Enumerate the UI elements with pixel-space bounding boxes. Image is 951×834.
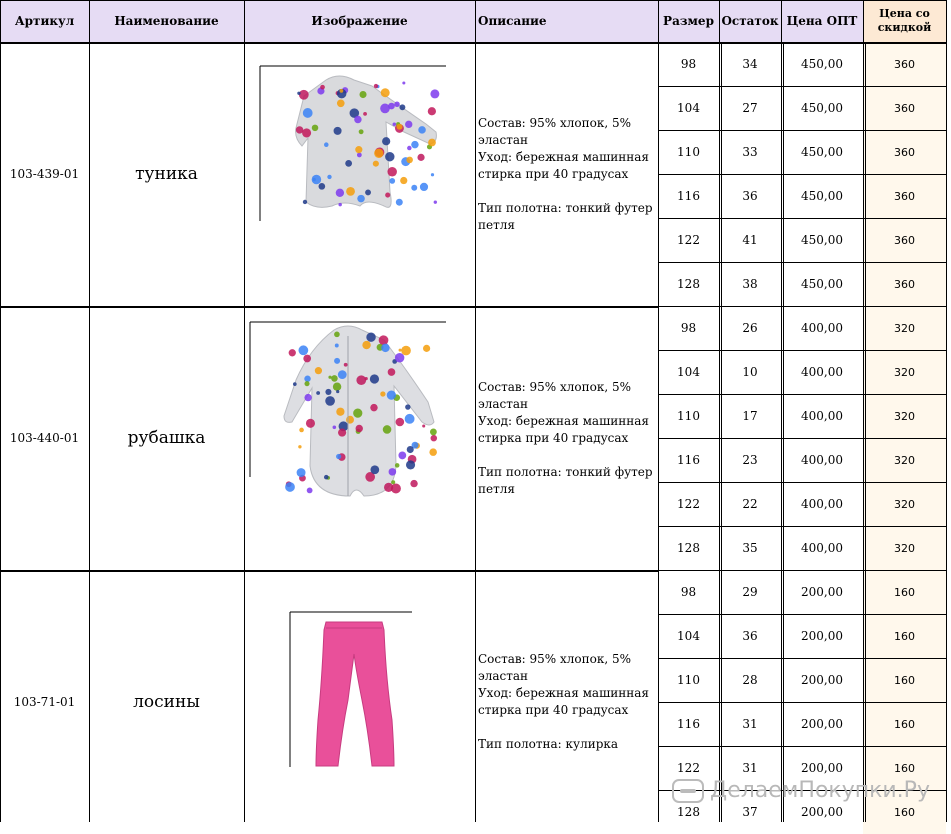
floral-tunic-image <box>244 42 475 306</box>
price-cell: 200,00 <box>801 717 843 731</box>
discount-price-cell: 160 <box>863 570 946 614</box>
grid-line <box>721 42 722 822</box>
grid-line <box>89 0 90 822</box>
product-name: рубашка <box>127 428 206 448</box>
discount-price-cell: 160 <box>863 658 946 702</box>
grid-line <box>781 0 782 822</box>
product-description <box>475 42 658 306</box>
stock-cell: 41 <box>742 233 758 247</box>
grid-line <box>658 658 946 659</box>
discount-price-cell: 320 <box>863 482 946 526</box>
product-description <box>475 306 658 570</box>
grid-line <box>0 42 946 44</box>
grid-line <box>658 438 946 439</box>
size-cell: 98 <box>680 585 697 599</box>
size-cell: 110 <box>677 145 700 159</box>
grid-line <box>658 130 946 131</box>
header-image: Изображение <box>244 0 475 42</box>
description-text: Состав: 95% хлопок, 5% эластан Уход: бережная машинная стирка при 40 градусах Тип полотна: тонкий футер петля <box>478 379 653 496</box>
price-cell: 200,00 <box>801 673 843 687</box>
price-cell: 400,00 <box>801 541 843 555</box>
size-cell: 122 <box>677 761 700 775</box>
header-article: Артикул <box>0 0 89 42</box>
stock-cell: 10 <box>742 365 758 379</box>
discount-price-cell: 360 <box>863 218 946 262</box>
pink-leggings-image <box>244 570 475 834</box>
stock-cell: 23 <box>742 453 758 467</box>
grid-line <box>658 394 946 395</box>
grid-line <box>0 306 658 308</box>
discount-price-cell: 320 <box>863 306 946 350</box>
price-cell: 200,00 <box>801 805 843 819</box>
size-cell: 110 <box>677 409 700 423</box>
product-article: 103-439-01 <box>9 167 80 181</box>
grid-line <box>658 0 659 822</box>
grid-line <box>658 218 946 219</box>
price-cell: 200,00 <box>801 585 843 599</box>
discount-price-cell: 360 <box>863 262 946 306</box>
price-cell: 450,00 <box>801 277 843 291</box>
grid-line <box>865 42 866 822</box>
stock-cell: 36 <box>742 189 758 203</box>
watermark <box>672 778 930 803</box>
discount-price-cell: 360 <box>863 130 946 174</box>
discount-price-cell: 320 <box>863 438 946 482</box>
grid-line <box>658 746 946 747</box>
grid-line <box>658 702 946 703</box>
stock-cell: 28 <box>742 673 758 687</box>
product-article: 103-71-01 <box>13 695 76 709</box>
discount-price-cell: 160 <box>863 790 946 834</box>
size-cell: 98 <box>680 57 697 71</box>
price-cell: 450,00 <box>801 189 843 203</box>
stock-cell: 31 <box>742 717 758 731</box>
price-cell: 200,00 <box>801 629 843 643</box>
product-image-cell <box>244 42 475 306</box>
price-cell: 400,00 <box>801 365 843 379</box>
stock-cell: 31 <box>742 761 758 775</box>
stock-cell: 35 <box>742 541 758 555</box>
size-cell: 104 <box>677 629 700 643</box>
size-cell: 116 <box>677 717 700 731</box>
header-price-discount: Цена со скидкой <box>863 0 946 42</box>
stock-cell: 36 <box>742 629 758 643</box>
product-image-cell <box>244 570 475 834</box>
header-name: Наименование <box>89 0 244 42</box>
stock-cell: 27 <box>742 101 758 115</box>
product-article: 103-440-01 <box>9 431 80 445</box>
size-cell: 122 <box>677 497 700 511</box>
floral-shirt-image <box>244 306 475 570</box>
discount-price-cell: 360 <box>863 174 946 218</box>
price-cell: 400,00 <box>801 497 843 511</box>
header-price-wholesale: Цена ОПТ <box>781 0 863 42</box>
stock-cell: 34 <box>742 57 758 71</box>
header-size: Размер <box>658 0 719 42</box>
description-text: Состав: 95% хлопок, 5% эластан Уход: бережная машинная стирка при 40 градусах Тип полотна: кулирка <box>478 652 649 751</box>
grid-line <box>658 174 946 175</box>
grid-line <box>946 0 947 822</box>
price-cell: 450,00 <box>801 57 843 71</box>
grid-line <box>658 482 946 483</box>
header-description: Описание <box>475 0 658 42</box>
grid-line <box>0 570 658 572</box>
grid-line <box>0 0 1 822</box>
size-cell: 98 <box>680 321 697 335</box>
grid-line <box>658 350 946 351</box>
size-cell: 104 <box>677 365 700 379</box>
grid-line <box>658 262 946 263</box>
product-name: туника <box>135 164 198 184</box>
price-cell: 400,00 <box>801 453 843 467</box>
discount-price-cell: 320 <box>863 526 946 570</box>
watermark-text: ДелаемПокупки.Ру <box>710 778 930 803</box>
discount-price-cell: 360 <box>863 86 946 130</box>
discount-price-cell: 160 <box>863 746 946 790</box>
stock-cell: 29 <box>742 585 758 599</box>
price-cell: 400,00 <box>801 321 843 335</box>
grid-line <box>658 86 946 87</box>
size-cell: 104 <box>677 101 700 115</box>
stock-cell: 38 <box>742 277 758 291</box>
grid-line <box>863 0 864 822</box>
price-cell: 450,00 <box>801 233 843 247</box>
size-cell: 128 <box>677 277 700 291</box>
price-cell: 200,00 <box>801 761 843 775</box>
stock-cell: 37 <box>742 805 758 819</box>
stock-cell: 26 <box>742 321 758 335</box>
size-cell: 116 <box>677 189 700 203</box>
size-cell: 116 <box>677 453 700 467</box>
grid-line <box>783 42 784 822</box>
size-cell: 128 <box>677 541 700 555</box>
price-cell: 450,00 <box>801 101 843 115</box>
chat-bubble-icon <box>672 779 704 803</box>
product-image-cell <box>244 306 475 570</box>
discount-price-cell: 160 <box>863 702 946 746</box>
grid-line <box>658 614 946 615</box>
grid-line <box>475 0 476 822</box>
grid-line <box>658 526 946 527</box>
discount-price-cell: 160 <box>863 614 946 658</box>
stock-cell: 33 <box>742 145 758 159</box>
grid-line <box>0 0 946 1</box>
stock-cell: 17 <box>742 409 758 423</box>
grid-line <box>658 570 946 571</box>
header-stock: Остаток <box>719 0 781 42</box>
size-cell: 128 <box>677 805 700 819</box>
description-text: Состав: 95% хлопок, 5% эластан Уход: бережная машинная стирка при 40 градусах Тип полотна: тонкий футер петля <box>478 115 653 232</box>
grid-line <box>658 306 946 307</box>
product-description <box>475 570 658 834</box>
grid-line <box>244 0 245 822</box>
product-name: лосины <box>133 692 200 712</box>
discount-price-cell: 320 <box>863 394 946 438</box>
price-cell: 450,00 <box>801 145 843 159</box>
discount-price-cell: 360 <box>863 42 946 86</box>
price-cell: 400,00 <box>801 409 843 423</box>
size-cell: 110 <box>677 673 700 687</box>
grid-line <box>719 0 720 822</box>
discount-price-cell: 320 <box>863 350 946 394</box>
size-cell: 122 <box>677 233 700 247</box>
stock-cell: 22 <box>742 497 758 511</box>
